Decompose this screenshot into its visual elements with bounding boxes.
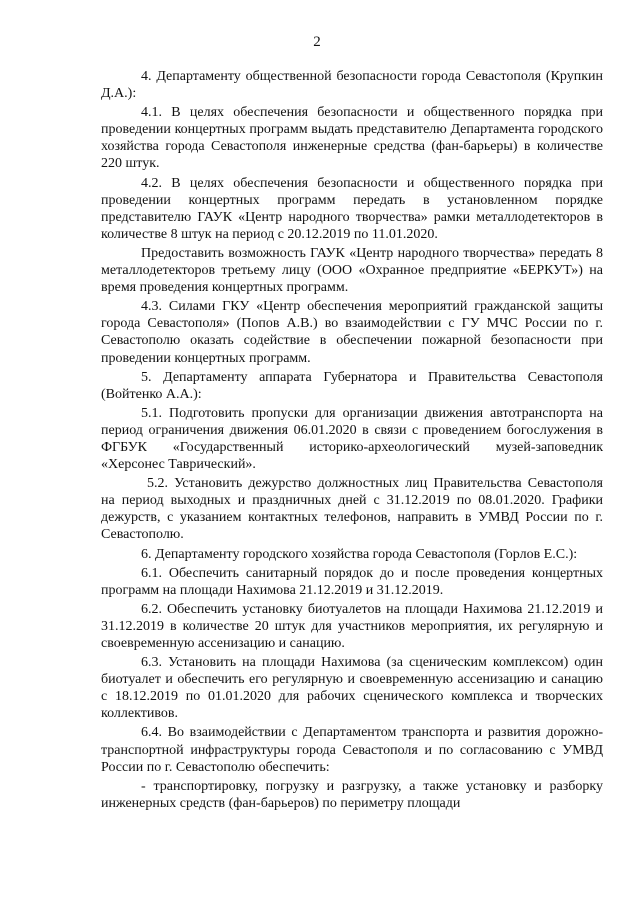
- paragraph-6-2: 6.2. Обеспечить установку биотуалетов на площади Нахимова 21.12.2019 и 31.12.2019 в количестве 20 штук для участников мероприятия, их регулярную и своевременную ассенизацию и санацию.: [101, 601, 603, 651]
- paragraph-4: 4. Департаменту общественной безопасности города Севастополя (Крупкин Д.А.):: [101, 69, 603, 102]
- paragraph-4-2-addendum: Предоставить возможность ГАУК «Центр народного творчества» передать 8 металлодетекторов третьему лицу (ООО «Охранное предприятие «БЕРКУТ») на время проведения концертных программ.: [101, 245, 603, 296]
- paragraph-6-4-item: - транспортировку, погрузку и разгрузку, а также установку и разборку инженерных средств (фан-барьеров) по периметру площади: [101, 778, 603, 811]
- paragraph-6: 6. Департаменту городского хозяйства города Севастополя (Горлов Е.С.):: [141, 546, 578, 562]
- paragraph-4-2: 4.2. В целях обеспечения безопасности и общественного порядка при проведении концертных программ передать в установленном порядке представителю ГАУК «Центр народного творчества» рамки металлодетекторов в количестве 8 штук на период с 20.12.2019 по 11.01.2020.: [101, 175, 603, 242]
- paragraph-6-1: 6.1. Обеспечить санитарный порядок до и после проведения концертных программ на площади Нахимова 21.12.2019 и 31.12.2019.: [101, 565, 603, 598]
- paragraph-5: 5. Департаменту аппарата Губернатора и Правительства Севастополя (Войтенко А.А.):: [101, 369, 603, 402]
- paragraph-4-3: 4.3. Силами ГКУ «Центр обеспечения мероприятий гражданской защиты города Севастополя» (Попов А.В.) во взаимодействии с ГУ МЧС России по г. Севастополю оказать содействие в обеспечении пожарной безопасности при проведении концертных программ.: [101, 299, 603, 366]
- document-body: [101, 68, 603, 814]
- paragraph-4-1: 4.1. В целях обеспечения безопасности и общественного порядка при проведении концертных программ выдать представителю Департамента городского хозяйства города Севастополя инженерные средства (фан-барьеры) в количестве 220 штук.: [101, 105, 603, 172]
- paragraph-6-3: 6.3. Установить на площади Нахимова (за сценическим комплексом) один биотуалет и обеспечить его регулярную и своевременную ассенизацию и санацию с 18.12.2019 по 01.01.2020 для рабочих сценического комплекса и творческих коллективов.: [101, 655, 603, 722]
- page-number: 2: [313, 34, 321, 50]
- paragraph-6-4: 6.4. Во взаимодействии с Департаментом транспорта и развития дорожно-транспортной инфраструктуры города Севастополя и по согласованию с УМВД России по г. Севастополю обеспечить:: [101, 725, 603, 775]
- paragraph-5-1: 5.1. Подготовить пропуски для организации движения автотранспорта на период ограничения движения 06.01.2020 в связи с проведением богослужения в ФГБУК «Государственный историко-археологический музей-заповедник «Херсонес Таврический».: [101, 405, 603, 473]
- paragraph-5-2: 5.2. Установить дежурство должностных лиц Правительства Севастополя на период выходных и праздничных дней с 31.12.2019 по 08.01.2020. Графики дежурств, с указанием контактных телефонов, направить в УМВД России по г. Севастополю.: [101, 476, 603, 543]
